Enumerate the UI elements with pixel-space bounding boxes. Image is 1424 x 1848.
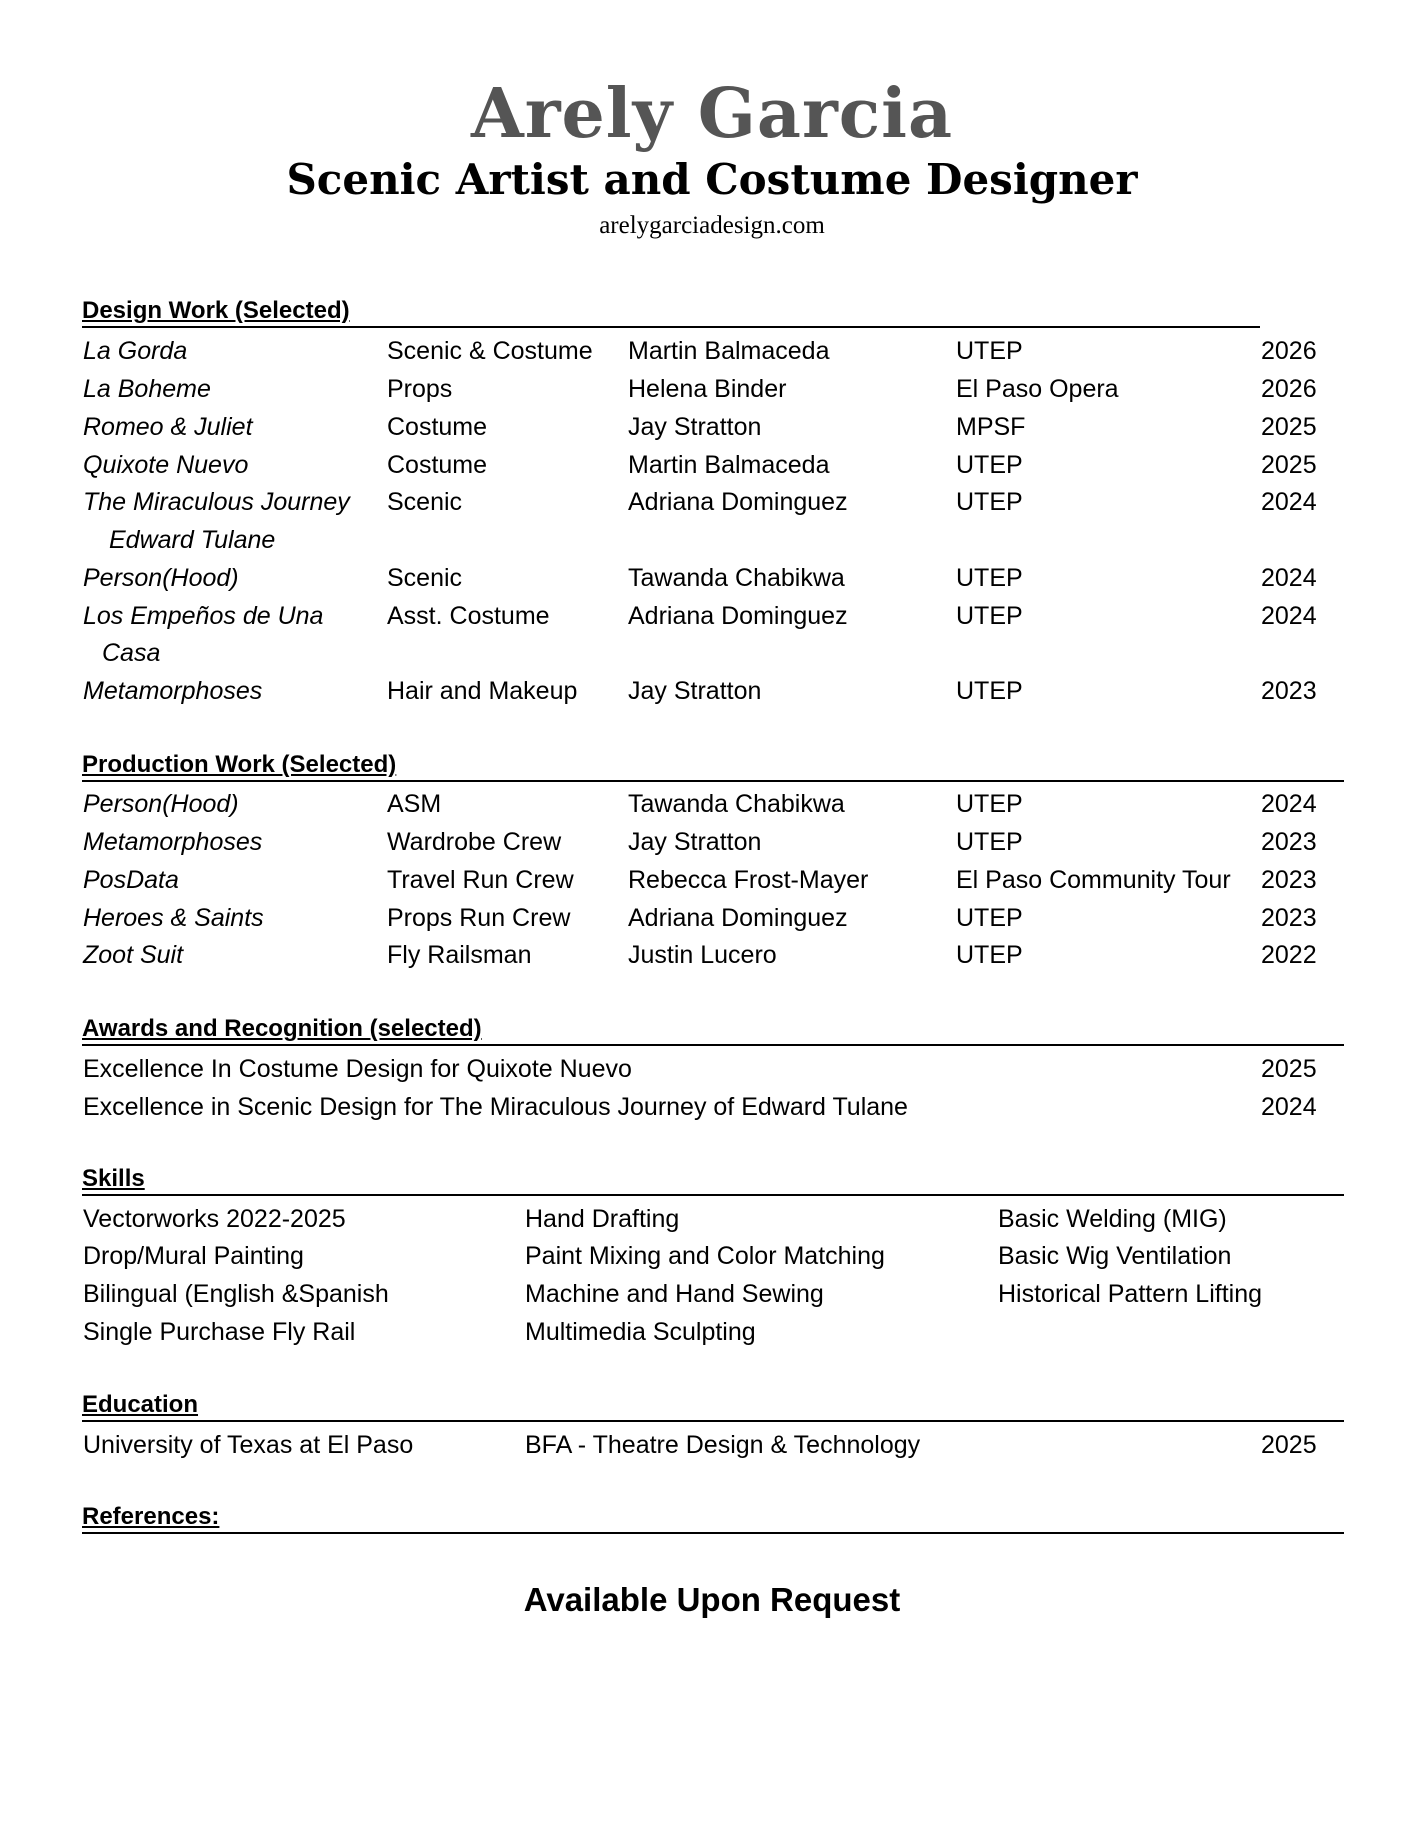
- role: Scenic: [387, 488, 463, 516]
- design-row-continuation: [0, 634, 1424, 672]
- year: 2025: [1261, 1055, 1317, 1083]
- year: 2023: [1261, 866, 1317, 894]
- design-row: [0, 408, 1424, 446]
- skills-heading: Skills: [82, 1164, 1344, 1196]
- company: UTEP: [956, 602, 1023, 630]
- skill-item: Basic Wig Ventilation: [998, 1242, 1232, 1270]
- year: 2023: [1261, 904, 1317, 932]
- skills-row: [0, 1237, 1424, 1275]
- year: 2023: [1261, 828, 1317, 856]
- production-row: [0, 861, 1424, 899]
- role: Scenic: [387, 564, 463, 592]
- degree: BFA - Theatre Design & Technology: [525, 1431, 921, 1459]
- year: 2023: [1261, 677, 1317, 705]
- award-text: Excellence in Scenic Design for The Miraculous Journey of Edward Tulane: [83, 1093, 908, 1121]
- show-title-continuation: Casa: [102, 639, 161, 667]
- director: Tawanda Chabikwa: [628, 564, 845, 592]
- skill-item: Paint Mixing and Color Matching: [525, 1242, 885, 1270]
- skill-item: Basic Welding (MIG): [998, 1205, 1227, 1233]
- show-title: Metamorphoses: [83, 677, 263, 705]
- show-title: PosData: [83, 866, 179, 894]
- year: 2026: [1261, 337, 1317, 365]
- skill-item: Hand Drafting: [525, 1205, 680, 1233]
- production-row: [0, 936, 1424, 974]
- resume-title: Scenic Artist and Costume Designer: [286, 155, 1138, 204]
- skill-item: Multimedia Sculpting: [525, 1318, 756, 1346]
- year: 2025: [1261, 1431, 1317, 1459]
- director: Jay Stratton: [628, 828, 762, 856]
- references-heading: References:: [82, 1502, 1344, 1534]
- year: 2025: [1261, 451, 1317, 479]
- year: 2024: [1261, 602, 1317, 630]
- year: 2024: [1261, 790, 1317, 818]
- year: 2022: [1261, 941, 1317, 969]
- year: 2025: [1261, 413, 1317, 441]
- company: UTEP: [956, 677, 1023, 705]
- director: Jay Stratton: [628, 413, 762, 441]
- resume-name: Arely Garcia: [470, 74, 954, 154]
- director: Adriana Dominguez: [628, 488, 848, 516]
- role: Travel Run Crew: [387, 866, 574, 894]
- school: University of Texas at El Paso: [83, 1431, 414, 1459]
- design-row: [0, 332, 1424, 370]
- show-title: Person(Hood): [83, 564, 239, 592]
- skill-item: Historical Pattern Lifting: [998, 1280, 1263, 1308]
- design-row: [0, 483, 1424, 521]
- design-row: [0, 559, 1424, 597]
- references-note: Available Upon Request: [523, 1581, 901, 1618]
- show-title: Metamorphoses: [83, 828, 263, 856]
- show-title: Heroes & Saints: [83, 904, 264, 932]
- show-title: La Gorda: [83, 337, 188, 365]
- show-title: La Boheme: [83, 375, 211, 403]
- skills-row: [0, 1313, 1424, 1351]
- role: Fly Railsman: [387, 941, 532, 969]
- production-row: [0, 785, 1424, 823]
- director: Justin Lucero: [628, 941, 777, 969]
- director: Jay Stratton: [628, 677, 762, 705]
- year: 2024: [1261, 1093, 1317, 1121]
- education-row: [0, 1426, 1424, 1464]
- skill-item: Machine and Hand Sewing: [525, 1280, 824, 1308]
- company: UTEP: [956, 564, 1023, 592]
- website-link[interactable]: arelygarciadesign.com: [599, 212, 825, 239]
- company: UTEP: [956, 904, 1023, 932]
- education-heading: Education: [82, 1390, 1344, 1422]
- role: Props: [387, 375, 453, 403]
- design-row: [0, 446, 1424, 484]
- production-work-heading: Production Work (Selected): [82, 750, 1344, 782]
- show-title-continuation: Edward Tulane: [109, 526, 276, 554]
- company: UTEP: [956, 337, 1023, 365]
- design-row-continuation: [0, 521, 1424, 559]
- company: MPSF: [956, 413, 1026, 441]
- production-row: [0, 823, 1424, 861]
- director: Adriana Dominguez: [628, 602, 848, 630]
- role: Costume: [387, 413, 488, 441]
- company: UTEP: [956, 790, 1023, 818]
- production-row: [0, 899, 1424, 937]
- role: Asst. Costume: [387, 602, 550, 630]
- design-row: [0, 672, 1424, 710]
- show-title: Los Empeños de Una: [83, 602, 324, 630]
- design-row: [0, 597, 1424, 635]
- year: 2024: [1261, 564, 1317, 592]
- show-title: Zoot Suit: [83, 941, 184, 969]
- award-row: [0, 1050, 1424, 1088]
- role: Scenic & Costume: [387, 337, 593, 365]
- skill-item: Single Purchase Fly Rail: [83, 1318, 356, 1346]
- director: Martin Balmaceda: [628, 451, 830, 479]
- show-title: Quixote Nuevo: [83, 451, 249, 479]
- award-row: [0, 1088, 1424, 1126]
- skills-row: [0, 1275, 1424, 1313]
- design-row: [0, 370, 1424, 408]
- role: Hair and Makeup: [387, 677, 578, 705]
- skills-row: [0, 1200, 1424, 1238]
- company: El Paso Community Tour: [956, 866, 1231, 894]
- skill-item: Drop/Mural Painting: [83, 1242, 304, 1270]
- director: Tawanda Chabikwa: [628, 790, 845, 818]
- show-title: Person(Hood): [83, 790, 239, 818]
- company: UTEP: [956, 941, 1023, 969]
- company: UTEP: [956, 828, 1023, 856]
- director: Martin Balmaceda: [628, 337, 830, 365]
- skill-item: Vectorworks 2022-2025: [83, 1205, 346, 1233]
- director: Rebecca Frost-Mayer: [628, 866, 869, 894]
- year: 2024: [1261, 488, 1317, 516]
- director: Adriana Dominguez: [628, 904, 848, 932]
- role: ASM: [387, 790, 442, 818]
- award-text: Excellence In Costume Design for Quixote Nuevo: [83, 1055, 632, 1083]
- show-title: Romeo & Juliet: [83, 413, 253, 441]
- company: UTEP: [956, 488, 1023, 516]
- role: Props Run Crew: [387, 904, 571, 932]
- company: UTEP: [956, 451, 1023, 479]
- year: 2026: [1261, 375, 1317, 403]
- show-title: The Miraculous Journey: [83, 488, 350, 516]
- company: El Paso Opera: [956, 375, 1119, 403]
- awards-heading: Awards and Recognition (selected): [82, 1014, 1344, 1046]
- role: Costume: [387, 451, 488, 479]
- director: Helena Binder: [628, 375, 787, 403]
- skill-item: Bilingual (English &Spanish: [83, 1280, 389, 1308]
- role: Wardrobe Crew: [387, 828, 562, 856]
- design-work-heading: Design Work (Selected): [82, 296, 1260, 328]
